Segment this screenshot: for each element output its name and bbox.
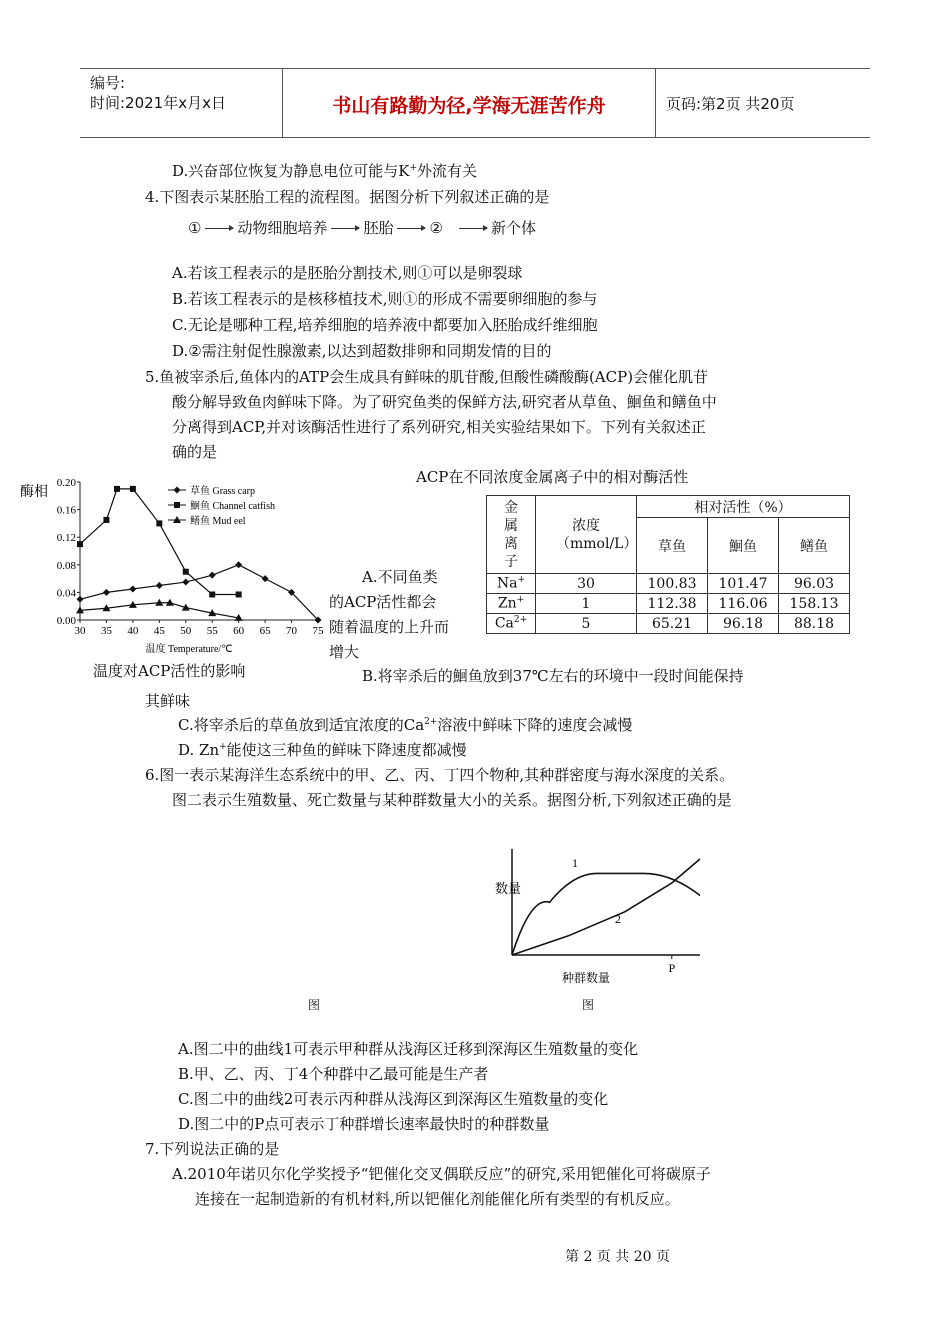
q4-stem: 4.下图表示某胚胎工程的流程图。据图分析下列叙述正确的是 xyxy=(145,188,550,206)
q5-option-a-4: 增大 xyxy=(329,643,360,661)
table-cell: 101.47 xyxy=(708,574,779,594)
flow-arrow xyxy=(459,228,487,229)
q5-option-a-2: 的ACP活性都会 xyxy=(329,593,437,611)
table-cell: 96.18 xyxy=(708,614,779,634)
q7-option-a-1: A.2010年诺贝尔化学奖授予“钯催化交叉偶联反应”的研究,采用钯催化可将碳原子 xyxy=(172,1165,711,1183)
q4-option-d: D.②需注射促性腺激素,以达到超数排卵和同期发情的目的 xyxy=(172,342,552,360)
table-header-rel: 相对活性（%） xyxy=(637,496,850,518)
x-tick-label: 60 xyxy=(233,625,245,637)
y-tick-label: 0.08 xyxy=(56,559,76,572)
x-tick-label: 50 xyxy=(180,625,192,637)
flow-step-4: ② xyxy=(429,219,443,237)
table-title: ACP在不同浓度金属离子中的相对酶活性 xyxy=(416,468,689,486)
data-point xyxy=(103,589,110,596)
table-header-ion: 金属离子 xyxy=(487,496,536,574)
q3-option-d: D.兴奋部位恢复为静息电位可能与K+外流有关 xyxy=(172,162,478,180)
x-tick-label: 30 xyxy=(74,625,86,637)
q5-stem-3: 分离得到ACP,并对该酶活性进行了系列研究,相关实验结果如下。下列有关叙述正 xyxy=(172,418,706,436)
table-cell: 1 xyxy=(536,594,637,614)
acp-table xyxy=(486,495,850,634)
flow-step-1: ① xyxy=(188,219,202,237)
q5-stem-2: 酸分解导致鱼肉鲜味下降。为了研究鱼类的保鲜方法,研究者从草鱼、鮰鱼和鳝鱼中 xyxy=(172,393,717,411)
data-point xyxy=(236,591,242,597)
data-point xyxy=(130,486,136,492)
x-tick-label: 40 xyxy=(127,625,139,637)
table-cell: 112.38 xyxy=(637,594,708,614)
q4-option-a: A.若该工程表示的是胚胎分割技术,则①可以是卵裂球 xyxy=(172,264,523,282)
y-tick-label: 0.12 xyxy=(56,532,76,545)
header-motto: 书山有路勤为径,学海无涯苦作舟 xyxy=(332,95,606,117)
table-cell: 5 xyxy=(536,614,637,634)
q5-option-d: D. Zn+能使这三种鱼的鲜味下降速度都减慢 xyxy=(178,741,467,759)
table-header-conc: 浓度（mmol/L） xyxy=(536,496,637,574)
q5-option-b-1: B.将宰杀后的鮰鱼放到37℃左右的环境中一段时间能保持 xyxy=(362,667,744,685)
table-cell: 158.13 xyxy=(779,594,850,614)
data-point xyxy=(174,502,180,508)
q6-stem-2: 图二表示生殖数量、死亡数量与某种群数量大小的关系。据图分析,下列叙述正确的是 xyxy=(172,791,732,809)
table-cell-ion: Na+ xyxy=(487,574,536,594)
x-tick-label: 35 xyxy=(100,625,112,637)
table-row xyxy=(487,574,850,594)
data-point xyxy=(156,520,162,526)
table-cell: 65.21 xyxy=(637,614,708,634)
data-point xyxy=(156,582,163,589)
number-label: 编号: xyxy=(90,74,126,92)
page-footer: 第 2 页 共 20 页 xyxy=(565,1249,670,1265)
q5-option-b-2: 其鲜味 xyxy=(145,692,191,710)
header-meta xyxy=(80,69,283,137)
x-tick-label: 75 xyxy=(312,625,324,637)
y-tick-label: 0.04 xyxy=(56,587,76,600)
page-header xyxy=(80,68,870,138)
x-axis-label: 种群数量 xyxy=(561,971,611,985)
q4-option-b: B.若该工程表示的是核移植技术,则①的形成不需要卵细胞的参与 xyxy=(172,290,598,308)
table-cell: 96.03 xyxy=(779,574,850,594)
legend-label: 鳝鱼 Mud eel xyxy=(190,516,246,527)
table-header-fish: 鳝鱼 xyxy=(779,518,850,574)
data-point xyxy=(209,591,215,597)
temperature-acp-chart xyxy=(18,470,328,660)
table-cell: 100.83 xyxy=(637,574,708,594)
table-header-fish: 鮰鱼 xyxy=(708,518,779,574)
y-axis-label: 酶相 xyxy=(20,484,48,500)
page-label: 页码:第2页 共20页 xyxy=(666,95,795,113)
figure-2-label: 图 xyxy=(582,998,595,1012)
flow-arrow xyxy=(397,228,425,229)
legend-label: 鮰鱼 Channel catfish xyxy=(190,501,275,512)
q6-stem-1: 6.图一表示某海洋生态系统中的甲、乙、丙、丁四个物种,其种群密度与海水深度的关系。 xyxy=(145,766,735,784)
curve-label: 1 xyxy=(572,856,578,870)
time-label: 时间:2021年x月x日 xyxy=(90,94,226,112)
flow-step-5: 新个体 xyxy=(490,219,536,237)
q4-option-c: C.无论是哪种工程,培养细胞的培养液中都要加入胚胎成纤维细胞 xyxy=(172,316,598,334)
data-point xyxy=(209,572,216,579)
table-cell: 88.18 xyxy=(779,614,850,634)
table-header-fish: 草鱼 xyxy=(637,518,708,574)
series-line xyxy=(80,565,318,620)
data-point xyxy=(174,487,181,494)
flow-arrow xyxy=(205,228,233,229)
q6-option-b: B.甲、乙、丙、丁4个种群中乙最可能是生产者 xyxy=(178,1065,489,1083)
data-point xyxy=(262,575,269,582)
table-cell-ion: Zn+ xyxy=(487,594,536,614)
table-cell-ion: $Ca^{2+}$ xyxy=(487,614,536,634)
q7-option-a-2: 连接在一起制造新的有机材料,所以钯催化剂能催化所有类型的有机反应。 xyxy=(195,1190,680,1208)
flow-diagram xyxy=(188,217,536,238)
flow-step-3: 胚胎 xyxy=(363,219,394,237)
y-axis-label: 数量 xyxy=(495,882,522,897)
header-page-cell xyxy=(656,69,870,137)
q5-option-a-3: 随着温度的上升而 xyxy=(329,618,450,636)
q5-stem-1: 5.鱼被宰杀后,鱼体内的ATP会生成具有鲜味的肌苷酸,但酸性磷酸酶(ACP)会催化肌苷 xyxy=(145,368,709,386)
data-point xyxy=(103,517,109,523)
legend-label: 草鱼 Grass carp xyxy=(190,486,255,497)
table-row xyxy=(487,614,850,634)
q5-option-c: C.将宰杀后的草鱼放到适宜浓度的$Ca^{2+}$溶液中鲜味下降的速度会减慢 xyxy=(178,716,633,734)
table-cell: 30 xyxy=(536,574,637,594)
x-tick-label: 70 xyxy=(286,625,298,637)
data-point xyxy=(77,541,83,547)
q6-option-a: A.图二中的曲线1可表示甲种群从浅海区迁移到深海区生殖数量的变化 xyxy=(178,1040,639,1058)
data-point xyxy=(235,561,242,568)
data-point xyxy=(182,579,189,586)
data-point xyxy=(183,569,189,575)
curve-1 xyxy=(512,873,700,955)
q6-option-d: D.图二中的P点可表示丁种群增长速率最快时的种群数量 xyxy=(178,1115,550,1133)
q6-option-c: C.图二中的曲线2可表示丙种群从浅海区到深海区生殖数量的变化 xyxy=(178,1090,609,1108)
x-tick-label: 65 xyxy=(259,625,271,637)
data-point xyxy=(77,596,84,603)
data-point xyxy=(129,585,136,592)
data-point xyxy=(114,486,120,492)
y-tick-label: 0.00 xyxy=(56,615,76,627)
flow-step-2: 动物细胞培养 xyxy=(237,219,328,237)
population-chart xyxy=(490,845,710,990)
q5-stem-4: 确的是 xyxy=(172,443,218,461)
x-tick-label: 45 xyxy=(153,625,165,637)
x-axis-label: 温度 Temperature/℃ xyxy=(145,644,233,655)
q7-stem: 7.下列说法正确的是 xyxy=(145,1140,280,1158)
x-tick-label: 55 xyxy=(206,625,218,637)
flow-arrow xyxy=(331,228,359,229)
header-motto-cell xyxy=(283,69,656,137)
table-row xyxy=(487,594,850,614)
curve-label: 2 xyxy=(615,912,621,926)
q5-option-a-1: A.不同鱼类 xyxy=(362,568,438,586)
y-tick-label: 0.16 xyxy=(56,504,76,517)
p-marker-label: P xyxy=(668,961,676,975)
y-tick-label: 0.20 xyxy=(56,477,76,489)
table-cell: 116.06 xyxy=(708,594,779,614)
figure-1-label: 图 xyxy=(308,998,321,1012)
chart-caption: 温度对ACP活性的影响 xyxy=(93,662,246,680)
